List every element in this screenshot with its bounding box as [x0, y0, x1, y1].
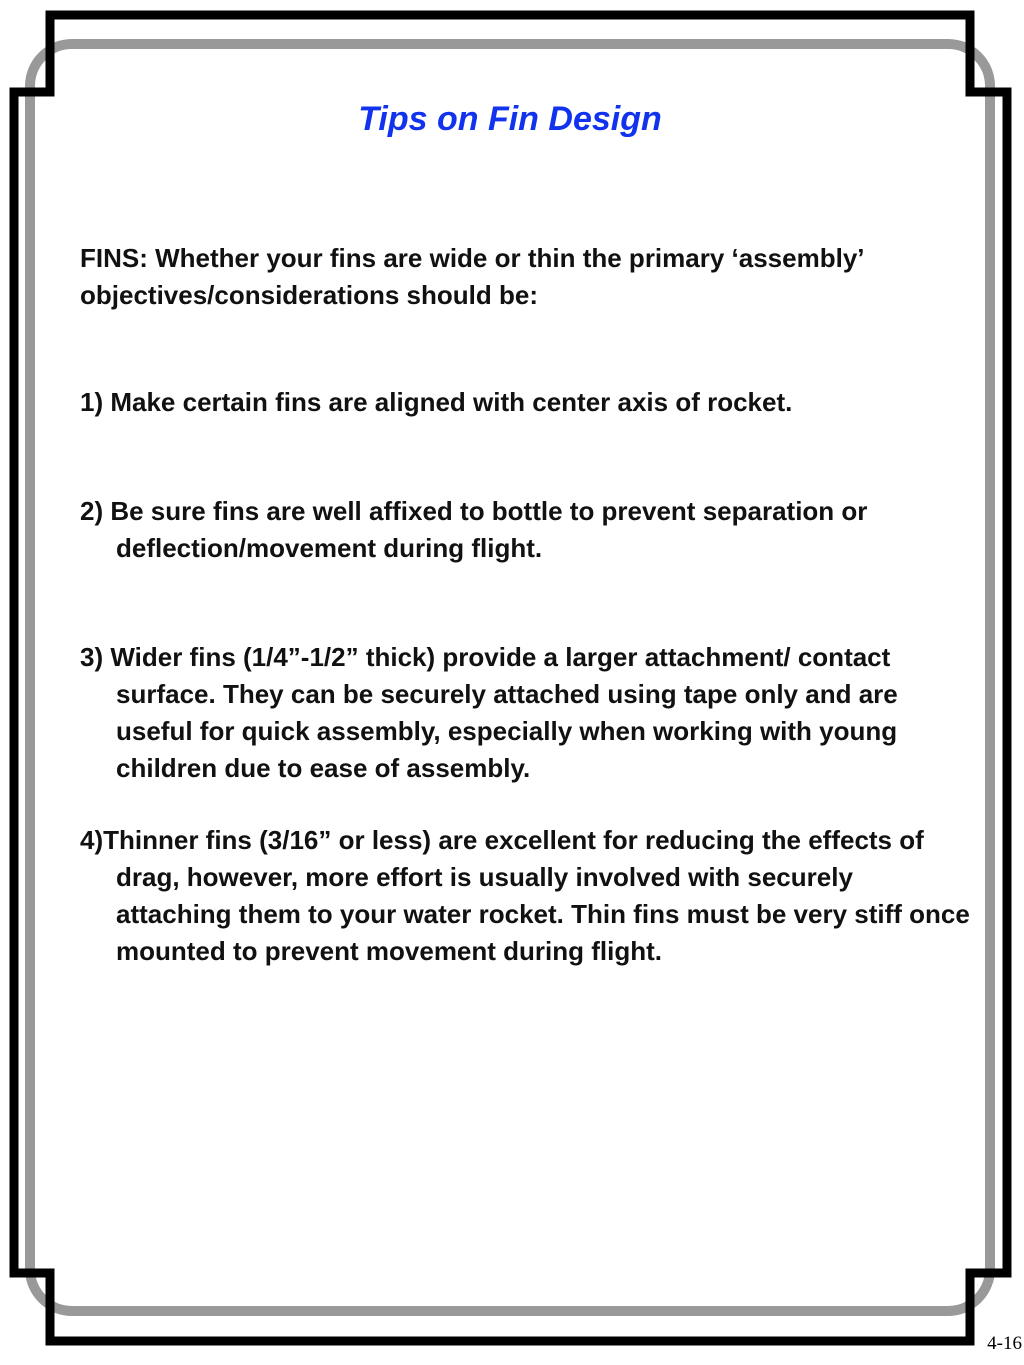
tip-item-1: 1) Make certain fins are aligned with center axis of rocket.	[80, 387, 793, 417]
page-title: Tips on Fin Design	[358, 100, 662, 138]
page-number: 4-16	[987, 1333, 1022, 1354]
tip-item-3: 3) Wider fins (1/4”-1/2” thick) provide a larger attachment/ contact surface. They can be securely attached using tape only and are useful for quick assembly, especially when working with young children due to ease of assembly.	[80, 642, 898, 783]
tip-item-4: 4)Thinner fins (3/16” or less) are excellent for reducing the effects of drag, however, more effort is usually involved with securely attaching them to your water rocket. Thin fins must be very stiff once mounted to prevent movement during flight.	[80, 825, 970, 966]
intro-paragraph: FINS: Whether your fins are wide or thin the primary ‘assembly’ objectives/considerations should be:	[80, 243, 864, 310]
tip-item-2: 2) Be sure fins are well affixed to bottle to prevent separation or deflection/movement during flight.	[80, 496, 868, 563]
slide-body	[80, 240, 970, 970]
